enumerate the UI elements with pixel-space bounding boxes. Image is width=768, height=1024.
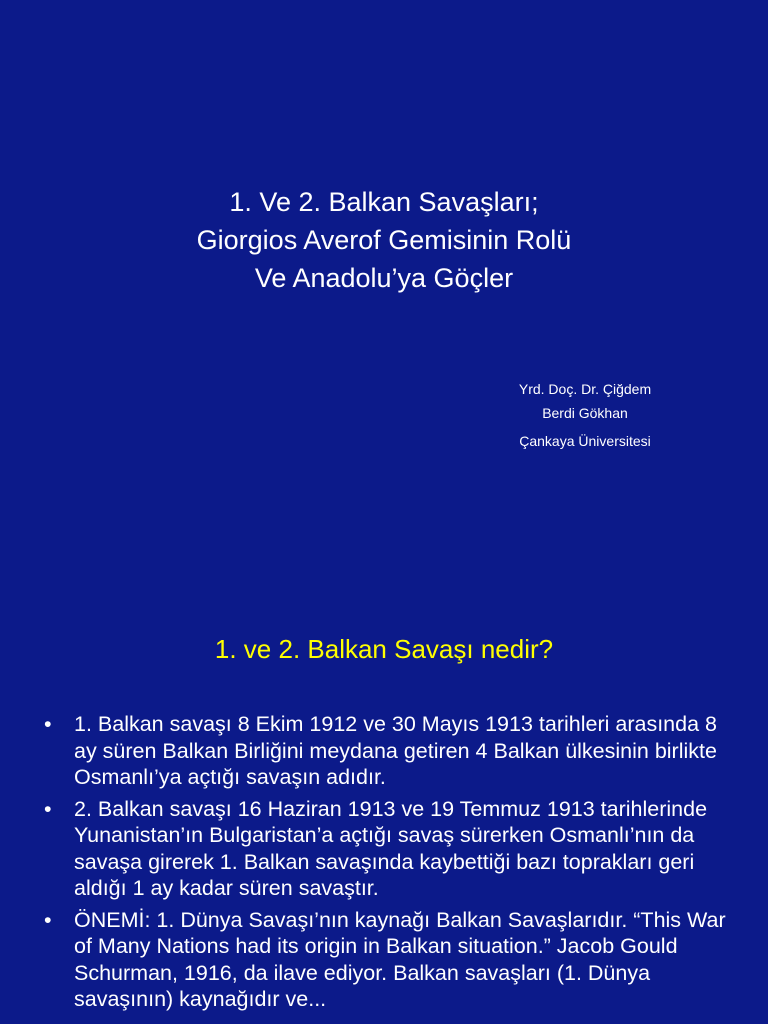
bullet-icon: • [44,712,52,736]
author-info [460,377,710,453]
title-line-2: Giorgios Averof Gemisinin Rolü [196,225,572,255]
bullet-icon: • [44,907,52,932]
bullet-icon: • [44,796,52,821]
bullet-text: 1. Balkan savaşı 8 Ekim 1912 ve 30 Mayıs 1913 tarihleri arasında 8 ay süren Balkan Birliğini meydana getiren 4 Balkan ülkesinin birlikte Osmanlı’ya açtığı savaşın adıdır. [74,712,717,789]
author-name-line-2: Berdi Gökhan [542,405,628,421]
slide-heading: 1. ve 2. Balkan Savaşı nedir? [214,634,554,664]
content-slide [0,576,768,1024]
bullet-text: ÖNEMİ: 1. Dünya Savaşı’nın kaynağı Balkan Savaşlarıdır. “This War of Many Nations had its origin in Balkan situation.” Jacob Gould Schurman, 1916, da ilave ediyor. Balkan savaşları (1. Dünya savaşının) kaynağıdır ve... [74,907,726,1011]
author-affiliation: Çankaya Üniversitesi [519,433,651,449]
presentation-title [0,183,768,297]
title-line-1: 1. Ve 2. Balkan Savaşları; [229,187,539,217]
bullet-item [44,796,744,902]
author-name-line-1: Yrd. Doç. Dr. Çiğdem [518,381,652,397]
title-line-3: Ve Anadolu’ya Göçler [254,263,514,293]
bullet-text: 2. Balkan savaşı 16 Haziran 1913 ve 19 Temmuz 1913 tarihlerinde Yunanistan’ın Bulgaristan’a açtığı savaş sürerken Osmanlı’nın da savaşa girerek 1. Balkan savaşında kaybettiği bazı toprakları geri aldığı 1 ay kadar süren savaştır. [74,796,708,900]
bullet-item [44,907,744,1013]
bullet-item [44,711,744,791]
bullet-list [44,711,744,1018]
